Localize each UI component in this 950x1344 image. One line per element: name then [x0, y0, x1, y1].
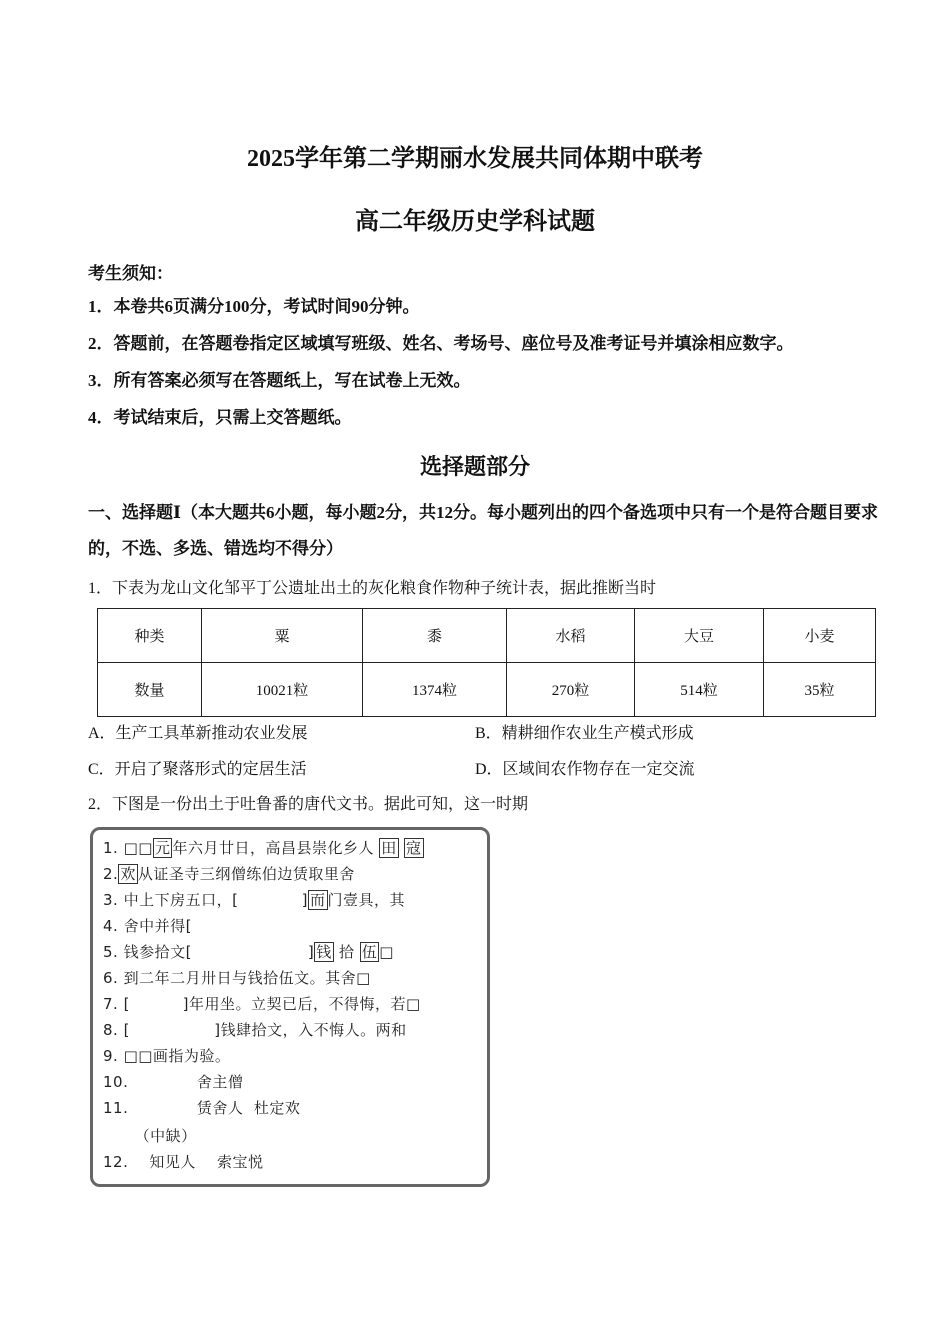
doc-line: 1. □□ 元 年六月廿日，高昌县崇化乡人 田 寇: [103, 839, 422, 857]
table-cell: 种类: [98, 609, 202, 663]
doc-line: 9. □□画指为验。: [103, 1047, 231, 1065]
question-1-stem: 1．下表为龙山文化邹平丁公遗址出土的灰化粮食作物种子统计表，据此推断当时: [88, 580, 657, 597]
question-2-stem: 2．下图是一份出土于吐鲁番的唐代文书。据此可知，这一时期: [88, 796, 529, 813]
notice-item-2: 2．答题前，在答题卷指定区域填写班级、姓名、考场号、座位号及准考证号并填涂相应数字。: [88, 334, 794, 353]
notice-item-4: 4．考试结束后，只需上交答题纸。: [88, 408, 352, 427]
doc-line: （中缺）: [103, 1127, 197, 1145]
table-cell: 黍: [363, 609, 507, 663]
section-title: 选择题部分: [419, 454, 530, 479]
tang-document-image: [90, 827, 490, 1187]
notice-item-1: 1．本卷共6页满分100分，考试时间90分钟。: [88, 297, 420, 316]
table-header-row: [98, 609, 876, 663]
notice-heading: 考生须知：: [88, 264, 173, 283]
option-c[interactable]: C．开启了聚落形式的定居生活: [88, 761, 307, 778]
option-a[interactable]: A．生产工具革新推动农业发展: [88, 725, 308, 742]
grain-table: [97, 608, 876, 717]
doc-line: 5. 钱参拾文[ ] 钱 拾 伍 □: [103, 943, 394, 961]
option-b[interactable]: B．精耕细作农业生产模式形成: [475, 725, 694, 742]
table-cell: 270粒: [507, 663, 635, 717]
boxed-char: 欢: [120, 865, 136, 883]
exam-subtitle: 高二年级历史学科试题: [355, 209, 595, 235]
table-cell: 水稻: [507, 609, 635, 663]
table-cell: 35粒: [764, 663, 876, 717]
table-cell: 数量: [98, 663, 202, 717]
doc-line: 6. 到二年二月卅日与钱拾伍文。其舍□: [103, 969, 371, 987]
table-cell: 小麦: [764, 609, 876, 663]
option-d[interactable]: D．区域间农作物存在一定交流: [475, 761, 695, 778]
boxed-char: 寇: [406, 839, 422, 857]
doc-line: 11. 赁舍人 杜定欢: [103, 1099, 301, 1117]
boxed-char: 钱: [316, 943, 332, 961]
doc-line: 4. 舍中并得[: [103, 917, 192, 935]
notice-item-3: 3．所有答案必须写在答题纸上，写在试卷上无效。: [88, 371, 471, 390]
doc-line: 2. 欢 从证圣寺三纲僧练伯边赁取里舍: [103, 865, 355, 883]
part-instructions: 一、选择题Ⅰ（本大题共6小题，每小题2分，共12分。每小题列出的四个备选项中只有一个是符合题目要求的，不选、多选、错选均不得分）: [88, 503, 878, 558]
doc-line: 10. 舍主僧: [103, 1073, 244, 1091]
boxed-char: 伍: [361, 943, 378, 961]
doc-line: 3. 中上下房五口，[ ] 而 门壹具，其: [103, 891, 406, 909]
exam-title: 2025学年第二学期丽水发展共同体期中联考: [247, 146, 703, 172]
boxed-char: 元: [154, 839, 171, 857]
table-cell: 10021粒: [202, 663, 363, 717]
table-cell: 大豆: [635, 609, 764, 663]
table-cell: 1374粒: [363, 663, 507, 717]
table-cell: 514粒: [635, 663, 764, 717]
boxed-char: 田: [381, 839, 397, 857]
doc-line: 8. [ ]钱肆拾文，入不悔人。两和: [103, 1021, 407, 1039]
boxed-char: 而: [310, 891, 326, 909]
doc-line: 12. 知见人 索宝悦: [103, 1153, 264, 1171]
table-cell: 粟: [202, 609, 363, 663]
doc-line: 7. [ ]年用坐。立契已后，不得悔，若□: [103, 995, 421, 1013]
table-row: [98, 663, 876, 717]
